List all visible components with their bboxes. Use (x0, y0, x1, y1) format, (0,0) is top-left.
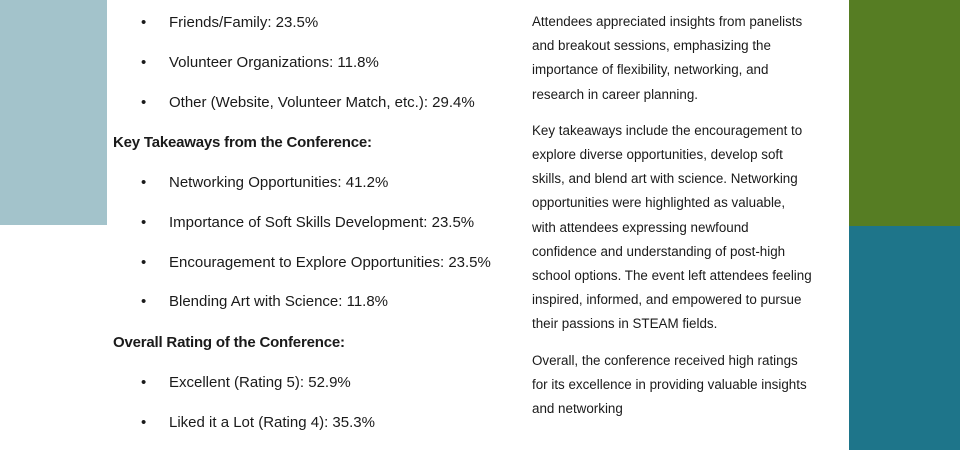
list-item-text: Networking Opportunities: 41.2% (169, 174, 389, 191)
rating-heading: Overall Rating of the Conference: (113, 334, 345, 351)
bullet-icon: • (141, 374, 147, 391)
summary-paragraph-overall: Overall, the conference received high ratings for its excellence in providing valuable insights and networking (532, 352, 807, 417)
decorative-block-right-bottom (849, 226, 960, 450)
bullet-icon: • (141, 14, 147, 31)
list-item-text: Friends/Family: 23.5% (169, 14, 319, 31)
list-item-text: Excellent (Rating 5): 52.9% (169, 374, 351, 391)
list-item (141, 13, 318, 33)
list-item (141, 373, 351, 393)
bullet-icon: • (141, 94, 147, 111)
list-item (141, 173, 388, 193)
bullet-icon: • (141, 293, 147, 310)
bullet-icon: • (141, 174, 147, 191)
list-item-text: Liked it a Lot (Rating 4): 35.3% (169, 414, 375, 431)
list-item-text: Other (Website, Volunteer Match, etc.): 29.4% (169, 94, 475, 111)
list-item (141, 253, 491, 273)
list-item (141, 93, 475, 113)
decorative-block-right-top (849, 0, 960, 226)
list-item (141, 213, 474, 233)
list-item (141, 292, 388, 312)
bullet-icon: • (141, 54, 147, 71)
bullet-icon: • (141, 414, 147, 431)
summary-column (532, 10, 812, 433)
takeaways-heading: Key Takeaways from the Conference: (113, 134, 372, 151)
list-item (141, 53, 379, 73)
list-item-text: Volunteer Organizations: 11.8% (169, 54, 379, 71)
summary-paragraph-insights: Attendees appreciated insights from panelists and breakout sessions, emphasizing the importance of flexibility, networking, and research in career planning. (532, 14, 803, 102)
list-item (141, 413, 375, 433)
decorative-block-left (0, 0, 107, 225)
bullet-icon: • (141, 214, 147, 231)
summary-paragraph-takeaways: Key takeaways include the encouragement to explore diverse opportunities, develop soft skills, and blend art with science. Networking opportunities were highlighted as valuable, with attendees expressing newfound confidence and understanding of post-high school options. The event left attendees feeling inspired, informed, and empowered to pursue their passions in STEAM fields. (532, 122, 812, 332)
list-item-text: Blending Art with Science: 11.8% (169, 293, 389, 310)
bullet-icon: • (141, 254, 147, 271)
list-item-text: Encouragement to Explore Opportunities: 23.5% (169, 254, 491, 271)
list-item-text: Importance of Soft Skills Development: 23.5% (169, 214, 475, 231)
survey-results-column (113, 0, 513, 450)
